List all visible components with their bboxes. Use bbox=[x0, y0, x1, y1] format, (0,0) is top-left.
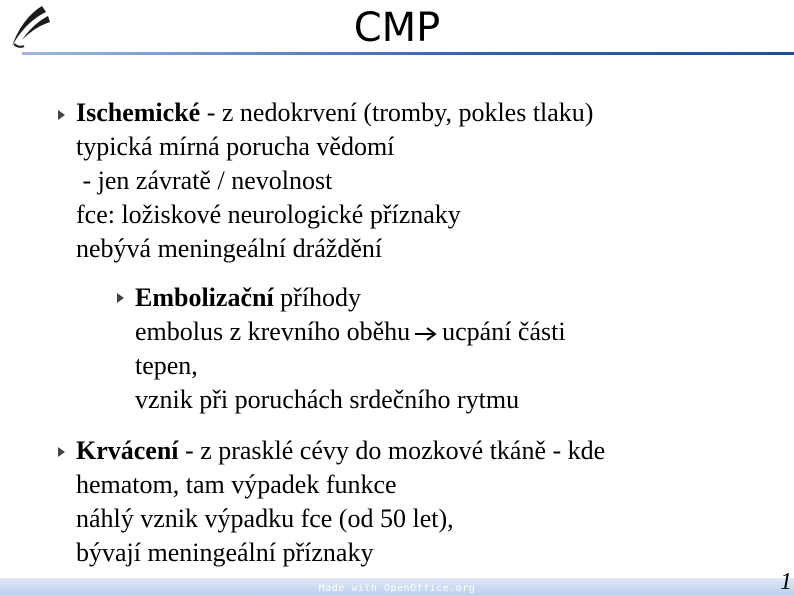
bullet-ischemic bbox=[76, 96, 593, 266]
bullet-line-part: embolus z krevního oběhu bbox=[135, 317, 411, 346]
bullet-bold-term: Ischemické bbox=[76, 98, 201, 127]
bullet-heading bbox=[135, 281, 566, 315]
bullet-line: nebývá meningeální dráždění bbox=[76, 234, 383, 263]
bullet-line: - jen závratě / nevolnost bbox=[76, 166, 333, 195]
bullet-line-part: ucpání části bbox=[442, 317, 566, 346]
bullet-arrow-icon bbox=[58, 447, 65, 457]
right-arrow-icon bbox=[414, 326, 438, 342]
bullet-bold-term: Embolizační bbox=[135, 283, 274, 312]
bullet-heading-rest: - z nedokrvení (tromby, pokles tlaku) bbox=[200, 98, 594, 127]
bullet-line: bývají meningeální příznaky bbox=[76, 538, 374, 567]
page-number: 1 bbox=[780, 569, 792, 595]
slide-title: CMP bbox=[353, 5, 441, 51]
bullet-heading-rest: příhody bbox=[273, 283, 362, 312]
bullet-embolic bbox=[135, 281, 566, 417]
bullet-heading-rest: - z prasklé cévy do mozkové tkáně - kde bbox=[178, 436, 606, 465]
bullet-line: fce: ložiskové neurologické příznaky bbox=[76, 200, 461, 229]
bullet-arrow-icon bbox=[117, 293, 124, 303]
title-underline bbox=[22, 52, 794, 55]
bullet-line: náhlý vznik výpadku fce (od 50 let), bbox=[76, 504, 454, 533]
bullet-bold-term: Krvácení bbox=[76, 436, 179, 465]
bullet-line bbox=[135, 315, 566, 349]
footer-credit: Made with OpenOffice.org bbox=[318, 583, 476, 594]
bullet-line: tepen, bbox=[135, 351, 198, 380]
bullet-heading bbox=[76, 96, 593, 130]
bullet-arrow-icon bbox=[58, 110, 65, 120]
bullet-line: typická mírná porucha vědomí bbox=[76, 132, 395, 161]
bullet-hemorrhage bbox=[76, 434, 605, 570]
bullet-line: vznik při poruchách srdečního rytmu bbox=[135, 385, 520, 414]
bullet-heading bbox=[76, 434, 605, 468]
bullet-line: hematom, tam výpadek funkce bbox=[76, 470, 397, 499]
